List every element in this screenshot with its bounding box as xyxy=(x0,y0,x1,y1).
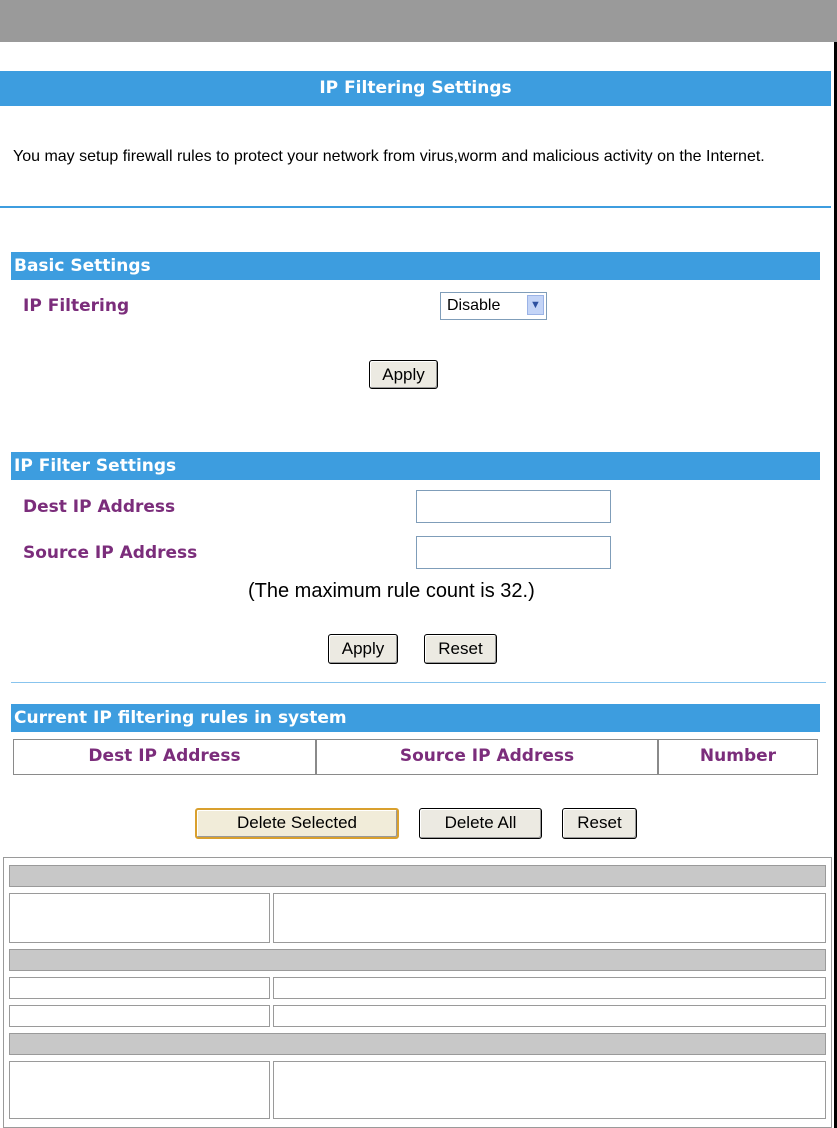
section-divider xyxy=(11,682,826,683)
max-rule-note: (The maximum rule count is 32.) xyxy=(248,580,535,602)
ip-filtering-select[interactable] xyxy=(440,292,547,320)
footer-row-header xyxy=(9,1033,826,1055)
footer-cell xyxy=(273,1061,826,1119)
source-ip-label: Source IP Address xyxy=(23,543,198,563)
footer-cell xyxy=(9,1005,270,1027)
ip-filter-settings-header: IP Filter Settings xyxy=(11,452,820,480)
basic-settings-header: Basic Settings xyxy=(11,252,820,280)
footer-cell xyxy=(9,893,270,943)
section-divider xyxy=(0,206,831,208)
intro-text: You may setup firewall rules to protect your network from virus,worm and malicious activity on the Internet. xyxy=(13,148,765,165)
footer-cell xyxy=(273,1005,826,1027)
footer-row-header xyxy=(9,949,826,971)
delete-selected-button[interactable]: Delete Selected xyxy=(195,808,399,839)
top-banner xyxy=(0,0,837,42)
source-ip-input[interactable] xyxy=(416,536,611,569)
footer-cell xyxy=(273,893,826,943)
page-title: IP Filtering Settings xyxy=(0,71,831,106)
ip-filtering-selected-value: Disable xyxy=(447,297,501,314)
dest-ip-input[interactable] xyxy=(416,490,611,523)
rules-reset-button[interactable]: Reset xyxy=(562,808,637,839)
column-header-dest-ip: Dest IP Address xyxy=(13,739,316,775)
footer-cell xyxy=(9,977,270,999)
footer-cell xyxy=(9,1061,270,1119)
column-header-number: Number xyxy=(658,739,818,775)
filter-reset-button[interactable]: Reset xyxy=(424,634,497,664)
dest-ip-label: Dest IP Address xyxy=(23,497,176,517)
ip-filtering-label: IP Filtering xyxy=(23,296,130,316)
chevron-down-icon[interactable]: ▼ xyxy=(527,295,544,315)
footer-row-header xyxy=(9,865,826,887)
delete-all-button[interactable]: Delete All xyxy=(419,808,542,839)
footer-cell xyxy=(273,977,826,999)
basic-apply-button[interactable]: Apply xyxy=(369,360,438,389)
current-rules-header: Current IP filtering rules in system xyxy=(11,704,820,732)
column-header-source-ip: Source IP Address xyxy=(316,739,658,775)
filter-apply-button[interactable]: Apply xyxy=(328,634,398,664)
